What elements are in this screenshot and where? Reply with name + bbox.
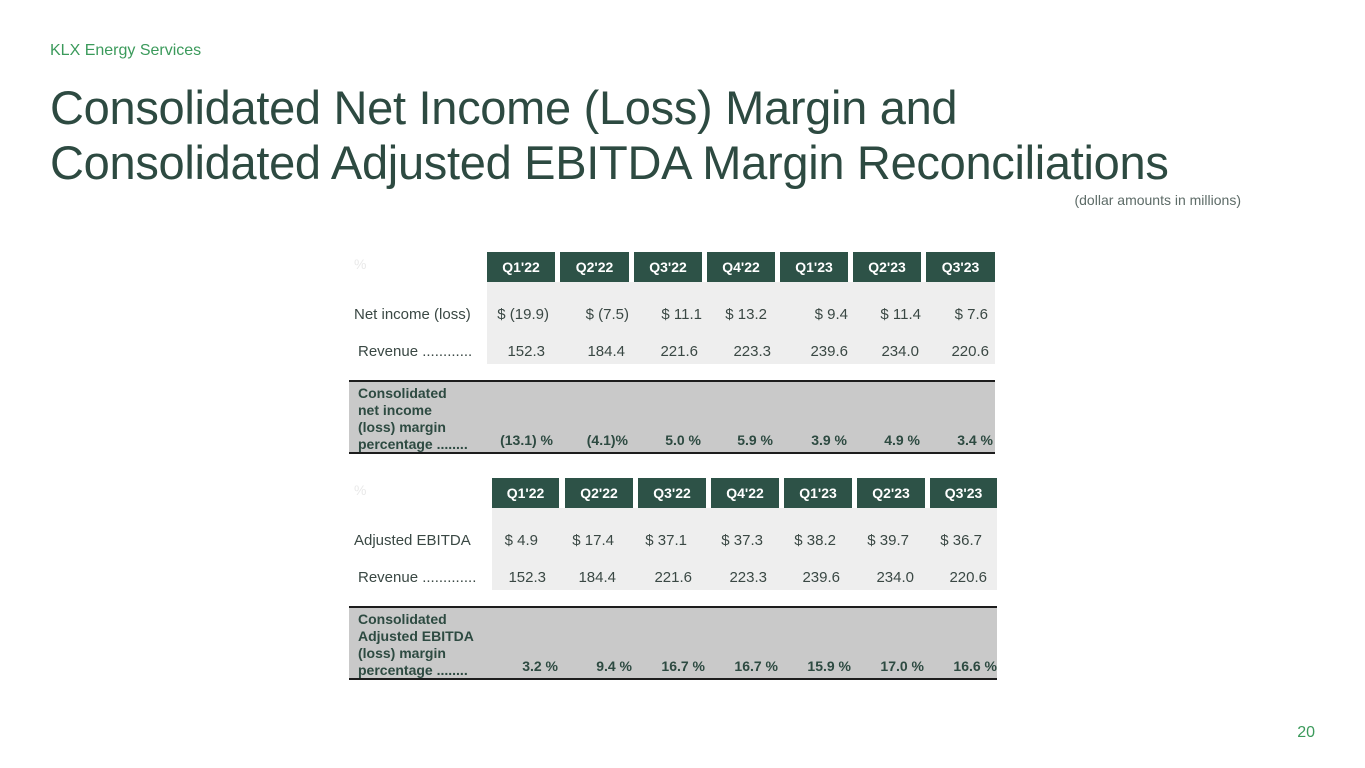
quarter-header: Q2'22 <box>565 478 633 508</box>
adjusted-ebitda-value: $ 37.1 <box>645 532 687 549</box>
revenue-value: 234.0 <box>876 569 914 586</box>
revenue-value: 223.3 <box>729 569 767 586</box>
title-line-2: Consolidated Adjusted EBITDA Margin Reconciliations <box>50 136 1169 189</box>
margin-value: 17.0 % <box>880 658 924 674</box>
revenue-value: 239.6 <box>810 343 848 360</box>
quarter-header: Q3'23 <box>926 252 995 282</box>
revenue-value: 152.3 <box>508 569 546 586</box>
adjusted-ebitda-value: $ 17.4 <box>572 532 614 549</box>
revenue-label: Revenue ............. <box>358 569 477 586</box>
company-name: KLX Energy Services <box>50 42 202 59</box>
page-number: 20 <box>1297 724 1315 741</box>
net-income-value: $ 11.4 <box>880 306 921 323</box>
revenue-value: 234.0 <box>881 343 919 360</box>
quarter-header: Q3'22 <box>638 478 706 508</box>
revenue-value: 220.6 <box>951 343 989 360</box>
quarter-header: Q4'22 <box>711 478 779 508</box>
net-income-value: $ 13.2 <box>725 306 767 323</box>
decorative-mark: % <box>354 482 367 498</box>
margin-row <box>349 606 997 680</box>
margin-value: 3.2 % <box>522 658 558 674</box>
adjusted-ebitda-margin-table <box>349 478 999 682</box>
units-note: (dollar amounts in millions) <box>1074 192 1241 208</box>
revenue-value: 239.6 <box>802 569 840 586</box>
margin-label: Consolidated net income (loss) margin percentage ........ <box>358 385 468 452</box>
net-income-value: $ (19.9) <box>497 306 549 323</box>
revenue-value: 221.6 <box>654 569 692 586</box>
margin-value: (4.1)% <box>586 432 628 448</box>
quarter-header: Q3'23 <box>930 478 997 508</box>
decorative-mark: % <box>354 256 367 272</box>
quarter-header: Q1'22 <box>492 478 559 508</box>
revenue-value: 184.4 <box>587 343 625 360</box>
quarter-header: Q2'22 <box>560 252 629 282</box>
net-income-label: Net income (loss) <box>354 306 471 323</box>
margin-value: 9.4 % <box>596 658 632 674</box>
adjusted-ebitda-label: Adjusted EBITDA <box>354 532 471 549</box>
net-income-value: $ 7.6 <box>954 306 988 323</box>
adjusted-ebitda-value: $ 4.9 <box>504 532 538 549</box>
quarter-header: Q1'23 <box>780 252 848 282</box>
margin-value: 5.9 % <box>737 432 773 448</box>
margin-row <box>349 380 995 454</box>
net-income-value: $ 11.1 <box>661 306 702 323</box>
adjusted-ebitda-value: $ 39.7 <box>867 532 909 549</box>
quarter-header: Q3'22 <box>634 252 702 282</box>
quarter-header: Q4'22 <box>707 252 775 282</box>
adjusted-ebitda-value: $ 36.7 <box>940 532 982 549</box>
margin-value: 16.6 % <box>953 658 997 674</box>
revenue-value: 223.3 <box>733 343 771 360</box>
revenue-value: 152.3 <box>507 343 545 360</box>
title-line-1: Consolidated Net Income (Loss) Margin and <box>50 81 958 134</box>
net-income-margin-table <box>349 252 997 454</box>
quarter-header: Q2'23 <box>857 478 925 508</box>
net-income-value: $ 9.4 <box>814 306 848 323</box>
adjusted-ebitda-value: $ 38.2 <box>794 532 836 549</box>
margin-value: 16.7 % <box>734 658 778 674</box>
quarter-header: Q1'22 <box>487 252 555 282</box>
quarter-header: Q1'23 <box>784 478 852 508</box>
adjusted-ebitda-value: $ 37.3 <box>721 532 763 549</box>
revenue-value: 221.6 <box>660 343 698 360</box>
margin-value: 16.7 % <box>661 658 705 674</box>
net-income-value: $ (7.5) <box>585 306 629 323</box>
revenue-label: Revenue ............ <box>358 343 473 360</box>
margin-value: 3.4 % <box>957 432 993 448</box>
margin-value: 3.9 % <box>811 432 847 448</box>
page-title <box>50 80 1280 190</box>
margin-value: 15.9 % <box>807 658 851 674</box>
margin-label: Consolidated Adjusted EBITDA (loss) margin percentage ........ <box>358 611 474 678</box>
quarter-header: Q2'23 <box>853 252 921 282</box>
margin-value: (13.1) % <box>500 432 553 448</box>
revenue-value: 220.6 <box>949 569 987 586</box>
margin-value: 5.0 % <box>665 432 701 448</box>
revenue-value: 184.4 <box>578 569 616 586</box>
margin-value: 4.9 % <box>884 432 920 448</box>
